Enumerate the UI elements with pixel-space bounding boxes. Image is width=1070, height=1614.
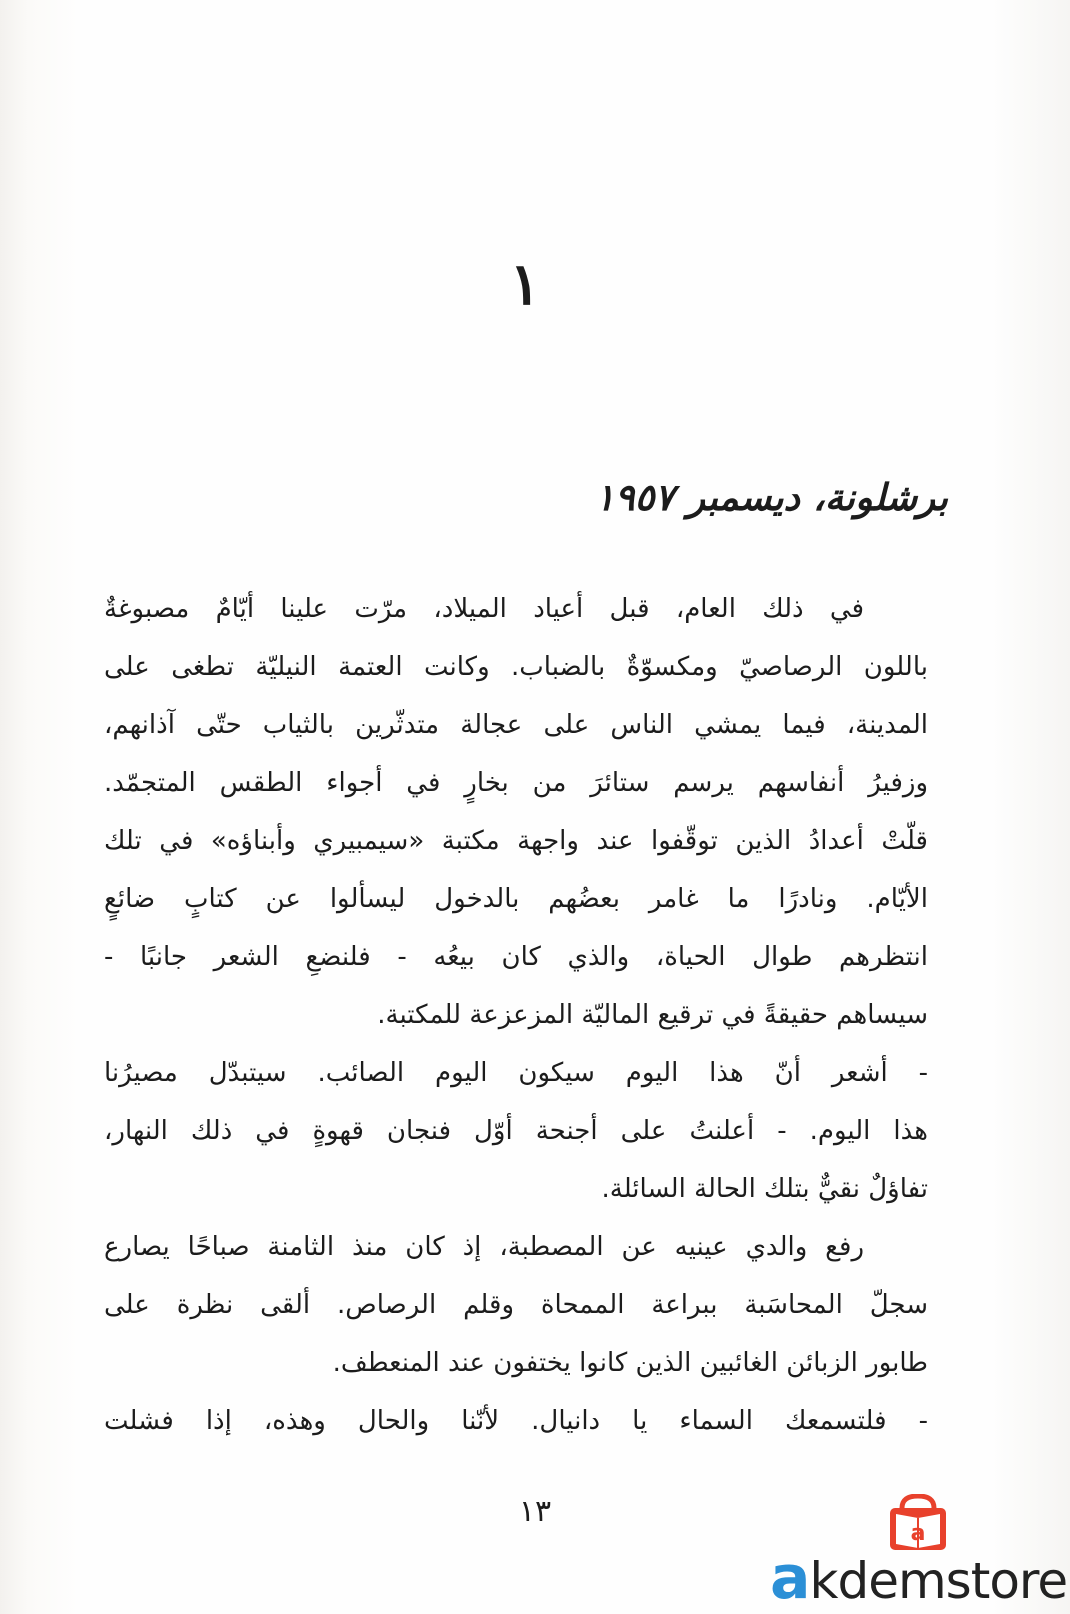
chapter-body xyxy=(104,580,928,1450)
text-line: - فلتسمعك السماء يا دانيال. لأنّنا والحال وهذه، إذا فشلت xyxy=(104,1406,928,1436)
svg-text:a: a xyxy=(910,1521,926,1546)
text-line: وزفيرُ أنفاسهم يرسم ستائرَ من بخارٍ في أجواء الطقس المتجمّد. xyxy=(104,768,928,798)
watermark-brand xyxy=(770,1543,1068,1613)
text-line: هذا اليوم. - أعلنتُ على أجنحة أوّل فنجان قهوةٍ في ذلك النهار، xyxy=(104,1116,928,1146)
watermark-brand-a: a xyxy=(770,1543,810,1613)
text-line: انتظرهم طوال الحياة، والذي كان بيعُه - فلنضعِ الشعر جانبًا - xyxy=(104,942,928,972)
text-line: في ذلك العام، قبل أعياد الميلاد، مرّت علينا أيّامٌ مصبوغةٌ xyxy=(104,594,864,624)
text-line: طابور الزبائن الغائبين الذين كانوا يختفون عند المنعطف. xyxy=(332,1348,928,1378)
text-line: رفع والدي عينيه عن المصطبة، إذ كان منذ الثامنة صباحًا يصارع xyxy=(104,1232,864,1262)
text-line: تفاؤلٌ نقيٌّ بتلك الحالة السائلة. xyxy=(601,1174,928,1204)
text-line: - أشعر أنّ هذا اليوم سيكون اليوم الصائب. سيتبدّل مصيرُنا xyxy=(104,1058,928,1088)
page-number: ١٣ xyxy=(518,1494,552,1529)
watermark-brand-rest: kdemstore xyxy=(809,1552,1068,1610)
text-line: المدينة، فيما يمشي الناس على عجالة متدثّرين بالثياب حتّى آذانهم، xyxy=(104,710,928,740)
text-line: سيساهم حقيقةً في ترقيع الماليّة المزعزعة للمكتبة. xyxy=(377,1000,928,1030)
text-line: الأيّام. ونادرًا ما غامر بعضُهم بالدخول ليسألوا عن كتابٍ ضائعٍ xyxy=(104,884,928,914)
chapter-heading: برشلونة، ديسمبر ١٩٥٧ xyxy=(594,475,948,519)
text-line: قلّتْ أعدادُ الذين توقّفوا عند واجهة مكتبة «سيمبيري وأبناؤه» في تلك xyxy=(104,826,928,856)
text-line: باللون الرصاصيّ ومكسوّةٌ بالضباب. وكانت العتمة النيليّة تطغى على xyxy=(104,652,928,682)
text-line: سجلّ المحاسَبة ببراعة الممحاة وقلم الرصاص. ألقى نظرة على xyxy=(104,1290,928,1320)
book-basket-icon xyxy=(888,1494,948,1552)
chapter-number: ١ xyxy=(509,250,541,318)
